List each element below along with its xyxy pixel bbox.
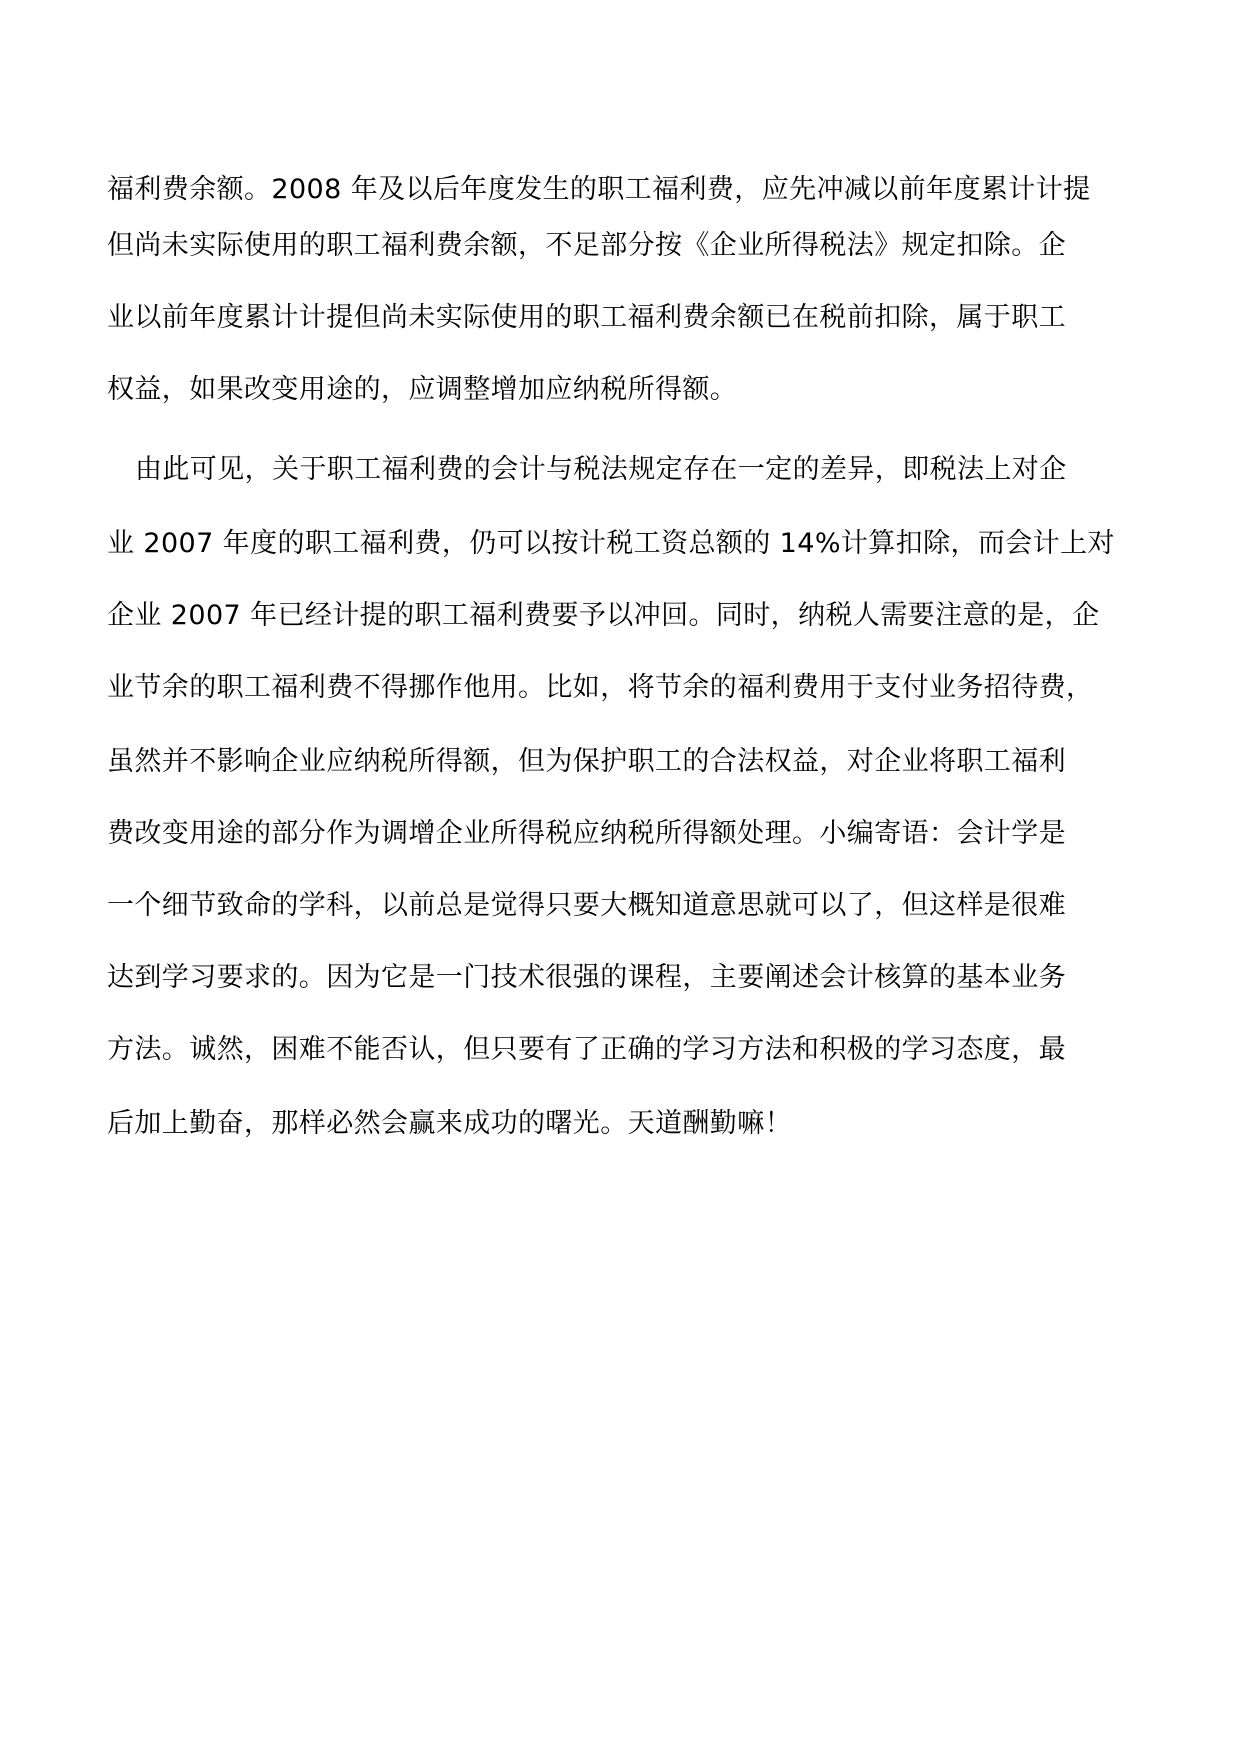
text-line: 业 2007 年度的职工福利费，仍可以按计税工资总额的 14%计算扣除，而会计上对 [107,528,1115,559]
text-line: 福利费余额。2008 年及以后年度发生的职工福利费，应先冲减以前年度累计计提 [107,174,1091,205]
text-line: 费改变用途的部分作为调增企业所得税应纳税所得额处理。小编寄语：会计学是 [107,818,1066,849]
text-line: 业节余的职工福利费不得挪作他用。比如，将节余的福利费用于支付业务招待费， [107,672,1094,703]
text-line: 虽然并不影响企业应纳税所得额，但为保护职工的合法权益，对企业将职工福利 [107,746,1066,777]
text-line: 后加上勤奋，那样必然会赢来成功的曙光。天道酬勤嘛！ [107,1108,792,1139]
text-line: 企业 2007 年已经计提的职工福利费要予以冲回。同时，纳税人需要注意的是，企 [107,600,1100,631]
text-line: 权益，如果改变用途的，应调整增加应纳税所得额。 [107,374,738,405]
text-line: 业以前年度累计计提但尚未实际使用的职工福利费余额已在税前扣除，属于职工 [107,302,1066,333]
text-line: 但尚未实际使用的职工福利费余额，不足部分按《企业所得税法》规定扣除。企 [107,230,1066,261]
text-line: 一个细节致命的学科，以前总是觉得只要大概知道意思就可以了，但这样是很难 [107,890,1066,921]
text-line: 由此可见，关于职工福利费的会计与税法规定存在一定的差异，即税法上对企 [135,454,1067,485]
text-line: 达到学习要求的。因为它是一门技术很强的课程，主要阐述会计核算的基本业务 [107,962,1066,993]
text-line: 方法。诚然，困难不能否认，但只要有了正确的学习方法和积极的学习态度，最 [107,1034,1066,1065]
